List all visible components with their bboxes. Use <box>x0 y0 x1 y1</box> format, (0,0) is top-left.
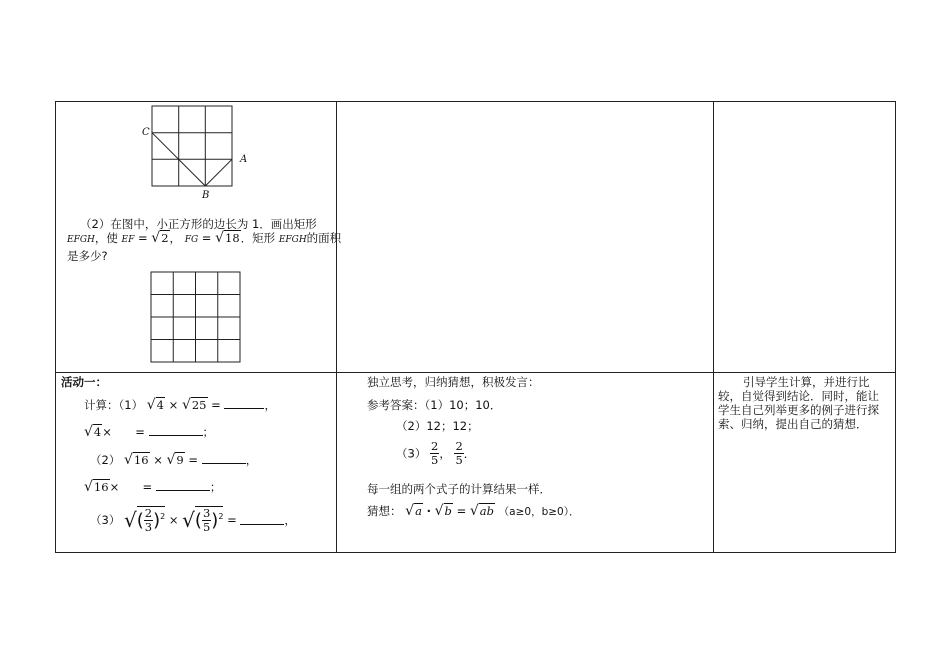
answer-3: （3） $\frac{2}{5}$ ， $\frac{2}{5}$ ． <box>396 439 476 467</box>
grid-label-c: C <box>142 127 150 138</box>
question-2-line2: EFGH，使 EF = √2， FG = √18．矩形 EFGH的面积 <box>67 230 342 246</box>
table-row-divider <box>55 372 896 373</box>
calc-line-1: 计算：（1） √4 × √25 = ， <box>84 397 276 413</box>
sqrt-18: √18 <box>215 230 240 246</box>
grid-figure-abc <box>140 100 250 200</box>
table-left-border <box>55 101 56 553</box>
guide-line-1: 引导学生计算，并进行比 <box>743 375 870 389</box>
calc-line-2: √4× = ； <box>84 424 214 440</box>
table-bottom-border <box>55 552 896 553</box>
calc-line-3: （2） √16 × √9 = ， <box>90 452 258 468</box>
answer-blank-3[interactable] <box>240 515 284 525</box>
calc-line-5: （3） √( $\frac{2}{3}$ )$^2$ × √( $\frac{3}{5}$ )$^2$ = ， <box>90 506 296 534</box>
table-right-border <box>895 101 896 553</box>
answer-2: （2）12；12； <box>396 419 479 433</box>
think-line: 独立思考，归纳猜想，积极发言： <box>367 375 540 389</box>
answer-blank-2a[interactable] <box>202 454 246 464</box>
grid-label-b: B <box>202 190 210 201</box>
answer-blank-1a[interactable] <box>224 399 264 409</box>
sqrt-9: √9 <box>166 452 184 468</box>
table-col-divider-1 <box>336 101 337 553</box>
empty-grid-4x4 <box>150 271 242 364</box>
efgh-label: EFGH <box>67 235 95 245</box>
answer-blank-1b[interactable] <box>149 426 203 436</box>
activity-title: 活动一： <box>61 375 107 389</box>
grid-label-a: A <box>240 154 248 165</box>
guess-line: 猜想： √a · √b = √ab （a≥0，b≥0）． <box>367 503 580 519</box>
question-2-line3: 是多少? <box>67 249 108 263</box>
calc-line-4: √16× = ； <box>84 479 222 495</box>
guide-line-2: 较，自觉得到结论．同时，能让 <box>718 389 879 403</box>
guide-line-3: 学生自己列举更多的例子进行探 <box>718 403 879 417</box>
guide-line-4: 索、归纳，提出自己的猜想． <box>718 417 868 431</box>
sqrt-2: √2 <box>151 230 169 246</box>
answer-blank-2b[interactable] <box>156 481 210 491</box>
answer-label: 参考答案：（1）10；10． <box>367 398 502 412</box>
sqrt-16: √16 <box>123 452 149 468</box>
sqrt-4: √4 <box>146 397 164 413</box>
table-col-divider-2 <box>713 101 714 553</box>
conclusion: 每一组的两个式子的计算结果一样． <box>367 482 551 496</box>
question-2-text: （2）在图中，小正方形的边长为 1．画出矩形 <box>80 217 317 231</box>
sqrt-25: √25 <box>181 397 207 413</box>
